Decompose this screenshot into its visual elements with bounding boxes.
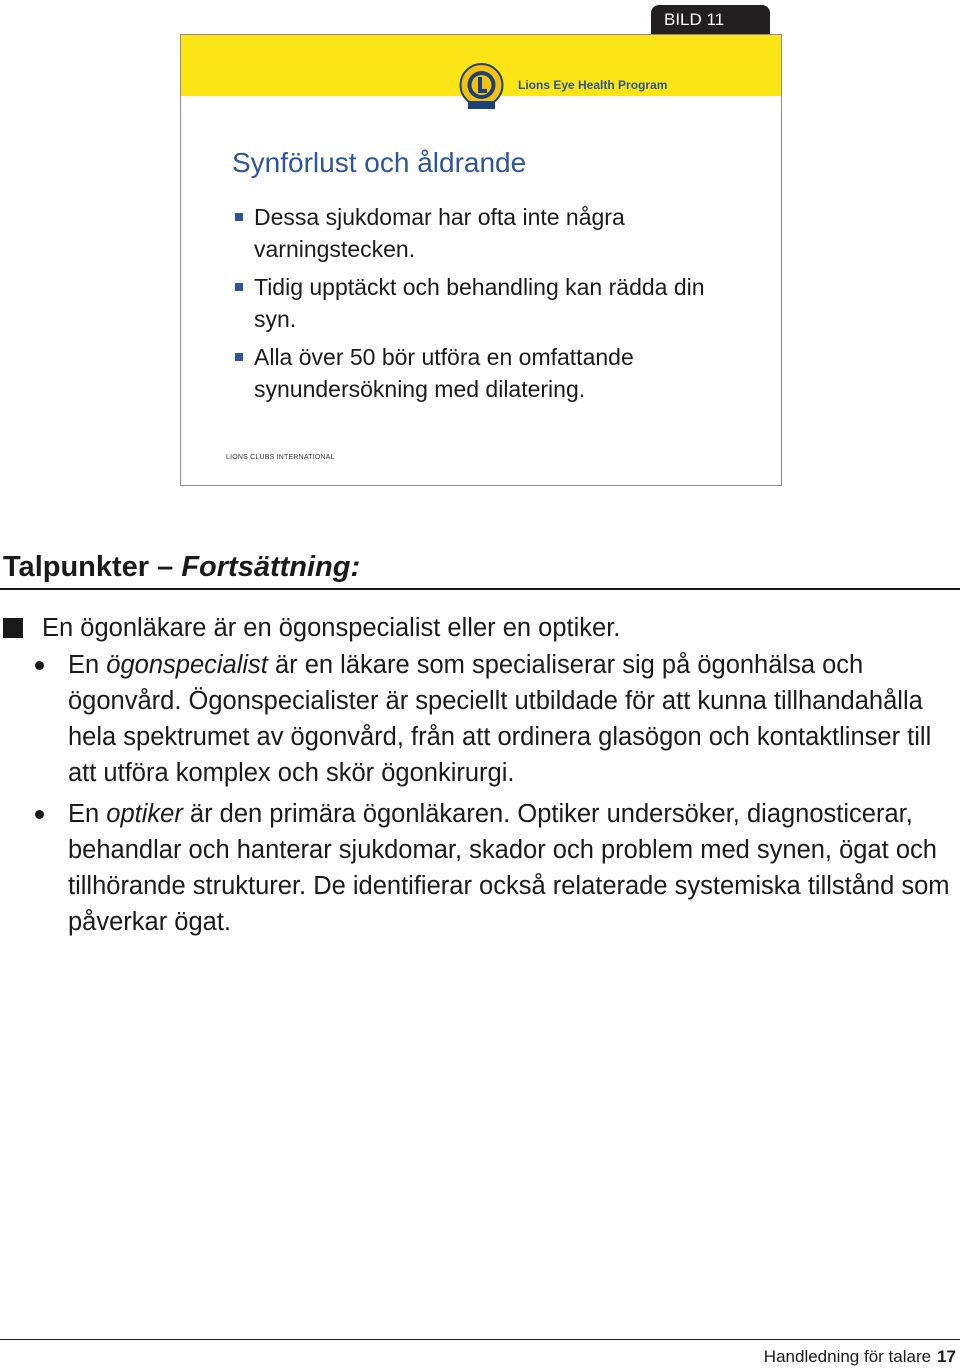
page-number: 17 — [937, 1347, 956, 1366]
slide-bullet-list — [232, 201, 752, 411]
list-item: En optiker är den primära ögonläkaren. Optiker undersöker, diagnosticerar, behandlar och hanterar sjukdomar, skador och problem med synen, ögat och tillhörande strukturer. De identifierar också relaterade systemiska tillstånd som påverkar ögat. — [0, 796, 958, 940]
slide-bullet: Alla över 50 bör utföra en omfattande synundersökning med dilatering. — [232, 341, 752, 405]
section-divider — [0, 588, 960, 590]
slide-title: Synförlust och åldrande — [232, 147, 527, 178]
slide-image — [180, 34, 782, 486]
square-bullet-icon — [235, 283, 243, 291]
page-footer — [764, 1347, 956, 1367]
square-bullet-icon — [235, 353, 243, 361]
footer-divider — [0, 1339, 960, 1340]
slide-bullet: Dessa sjukdomar har ofta inte några varningstecken. — [232, 201, 752, 265]
square-bullet-icon — [3, 618, 23, 638]
dot-bullet-icon — [35, 661, 44, 670]
section-title: Talpunkter – Fortsättning: — [3, 551, 361, 583]
square-bullet-icon — [235, 213, 243, 221]
slide-bullet: Tidig upptäckt och behandling kan rädda din syn. — [232, 271, 752, 335]
footer-label: Handledning för talare — [763, 1347, 932, 1366]
lions-logo-icon — [459, 61, 504, 111]
program-name: Lions Eye Health Program — [518, 78, 668, 92]
dot-bullet-icon — [35, 810, 44, 819]
list-item: En ögonspecialist är en läkare som specialiserar sig på ögonhälsa och ögonvård. Ögonspecialister är speciellt utbildade för att kunna tillhandahålla hela spektrumet av ögonvård, från att ordinera glasögon och kontaktlinser till att utföra komplex och skör ögonkirurgi. — [0, 647, 958, 791]
slide-footer: LIONS CLUBS INTERNATIONAL — [226, 454, 335, 461]
talking-points — [0, 610, 958, 940]
square-list-item: En ögonläkare är en ögonspecialist eller en optiker. — [0, 610, 958, 646]
slide-number-tab: BILD 11 — [651, 5, 770, 34]
